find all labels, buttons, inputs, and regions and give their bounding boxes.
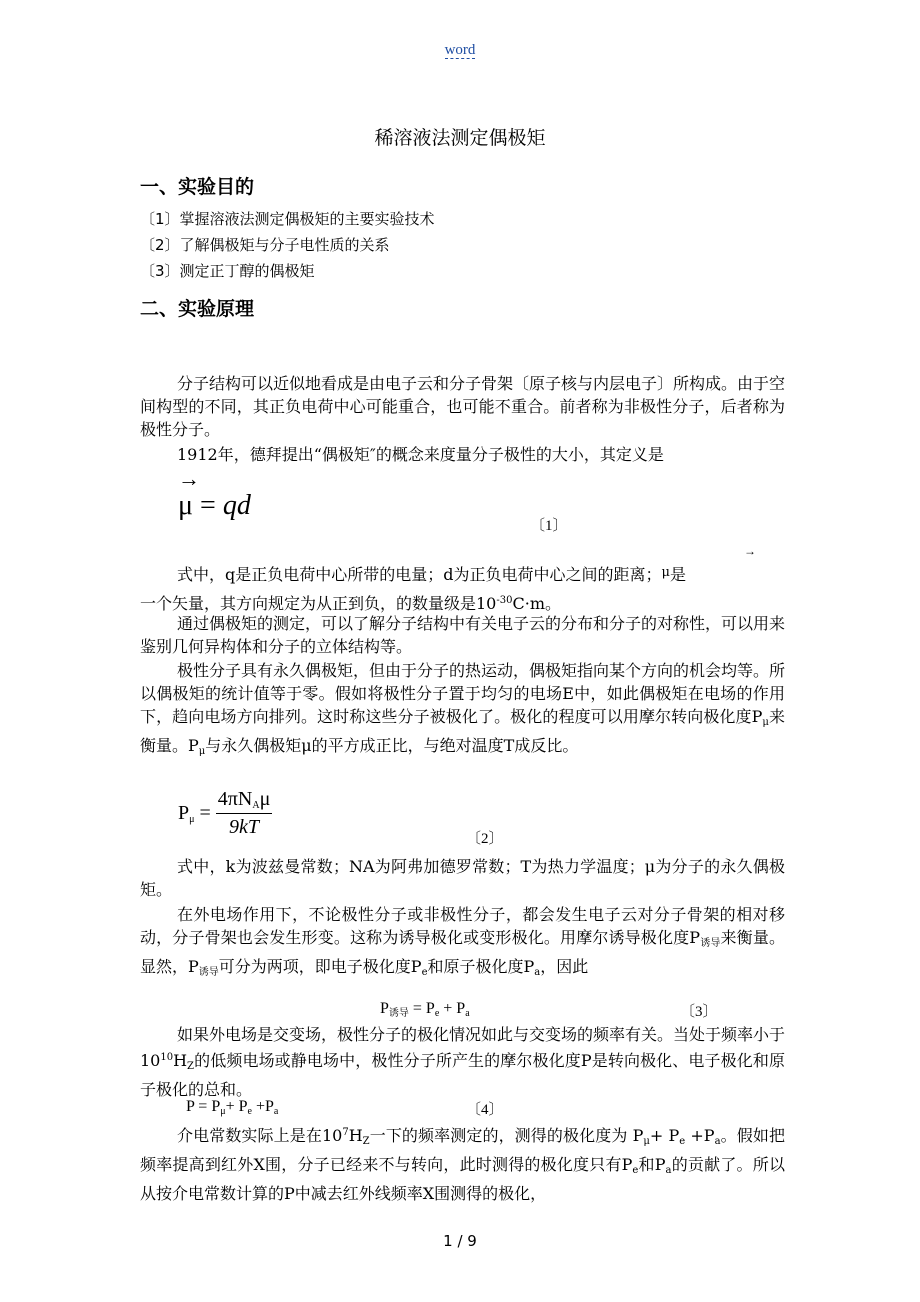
page-number: 1 / 9 [443,1232,477,1250]
header-link[interactable] [0,42,920,59]
p8-text-b: H [173,1051,188,1070]
section-heading-purpose: 一、实验目的 [140,176,255,198]
eq4-number: 〔4〕 [466,1102,504,1118]
eq1-lhs: μ [178,490,194,521]
eq3-mid: = P [408,1000,435,1017]
p9-sub-2: e [679,1136,686,1147]
paragraph-7 [140,903,785,984]
p9-text-c: 一下的频率测定的，测得的极化度为 P [369,1126,644,1145]
eq2-lhs-p: P [178,802,190,824]
p9-text-b: H [348,1126,363,1145]
p3-text-a: 式中，q是正负电荷中心所带的电量；d为正负电荷中心之间的距离； [177,565,662,584]
p9-sub-1: μ [643,1136,650,1147]
eq2-equals: = [194,802,216,824]
paragraph-2: 1912年，德拜提出“偶极矩″的概念来度量分子极性的大小，其定义是 [177,445,664,464]
eq3-plus: + P [439,1000,466,1017]
p8-sub: Z [187,1061,194,1072]
eq1-equals: = [193,490,223,521]
eq2-num-main: 4πN [217,788,253,810]
paragraph-4: 通过偶极矩的测定，可以了解分子结构中有关电子云的分布和分子的对称性，可以用来鉴别几何异构体和分子的立体结构等。 [140,614,786,656]
p9-exponent: 7 [342,1127,349,1138]
eq2-lhs [178,802,195,824]
paragraph-1: 分子结构可以近似地看成是由电子云和分子骨架〔原子核与内层电子〕所构成。由于空间构型的不同，其正负电荷中心可能重合，也可能不重合。前者称为非极性分子，后者称为极性分子。 [140,374,786,439]
p9-text-f: 。假如把频率提高到红外X围，分子已经来不与转向，此时测得的极化度只有P [140,1126,785,1174]
eq4-c: +P [251,1098,274,1115]
equation-3 [380,1000,470,1019]
paragraph-8 [140,1023,785,1101]
p5-text-b: 来衡量。P [140,707,785,755]
p9-sub-4: e [632,1165,639,1176]
purpose-item-2: 〔2〕了解偶极矩与分子电性质的关系 [140,236,390,254]
p3-arrow: → [744,544,756,558]
p9-sub-3: a [714,1136,721,1147]
p7-sub-1: 诱导 [700,938,721,949]
p9-text-e: +P [685,1126,715,1145]
p9-text-a: 介电常数实际上是在10 [177,1126,343,1145]
eq3-lhs: P [380,1000,389,1017]
p3-mu-symbol: μ [661,565,670,580]
p7-text-e: ，因此 [540,957,589,976]
equation-1 [178,490,251,522]
p3-text-c: 一个矢量，其方向规定为从正到负，的数量级是10 [140,594,497,613]
equation-4 [186,1098,278,1117]
p9-text-h: 的贡献了。所以从按介电常数计算的P中减去红外线频率X围测得的极化， [140,1155,785,1203]
paragraph-5 [140,659,785,763]
p9-text-g: 和P [638,1155,666,1174]
eq3-sub-1: e [434,1008,440,1019]
p7-text-c: 可分为两项，即电子极化度P [218,957,422,976]
p7-text-b: 来衡量。显然，P [140,928,785,976]
p3-text-b: 是 [669,565,686,584]
p7-sub-2: 诱导 [198,967,219,978]
equation-2 [178,788,272,839]
document-title: 稀溶液法测定偶极矩 [374,127,546,149]
eq2-lhs-sub: μ [189,814,195,825]
eq3-sub-2: a [465,1008,470,1019]
eq4-a: P = P [186,1098,221,1115]
p9-text-d: + P [649,1126,680,1145]
eq1-number: 〔1〕 [530,518,568,534]
eq4-sub-3: a [273,1106,279,1117]
paragraph-6: 式中，k为波兹曼常数；NA为阿弗加德罗常数；T为热力学温度；μ为分子的永久偶极矩。 [140,857,785,899]
p8-text-c: 的低频电场或静电场中，极性分子所产生的摩尔极化度P是转向极化、电子极化和原子极化的总和。 [140,1051,785,1099]
p7-sub-4: a [534,967,541,978]
eq2-num-sub: A [252,800,260,811]
eq2-number: 〔2〕 [466,831,504,847]
eq2-denominator: 9kT [229,816,260,838]
p9-sub-5: a [665,1165,672,1176]
eq3-lhs-sub: 诱导 [388,1008,409,1019]
paragraph-3-line-1 [177,562,686,585]
p9-sub: Z [362,1136,370,1147]
eq2-numerator [216,788,273,814]
p5-text-a: 极性分子具有永久偶极矩，但由于分子的热运动，偶极矩指向某个方向的机会均等。所以偶极矩的统计值等于零。假如将极性分子置于均匀的电场E中，如此偶极矩在电场的作用下，趋向电场方向排列。这时称这些分子被极化了。极化的程度可以用摩尔转向极化度P [140,661,786,726]
p3-text-d: C·m。 [512,594,561,613]
paragraph-9 [140,1121,785,1205]
eq4-b: + P [225,1098,248,1115]
p7-text-d: 和原子极化度P [427,957,535,976]
p8-text-a: 如果外电场是交变场，极性分子的极化情况如此与交变场的频率有关。当处于频率小于10 [140,1025,786,1070]
header-link-text[interactable]: word [444,42,476,58]
eq1-arrow: → [178,466,200,491]
p5-text-c: 与永久偶极矩μ的平方成正比，与绝对温度T成反比。 [205,736,579,755]
section-heading-principle: 二、实验原理 [140,298,255,320]
p8-exponent: 10 [160,1052,174,1063]
purpose-item-1: 〔1〕掌握溶液法测定偶极矩的主要实验技术 [140,210,435,228]
eq4-sub-2: e [247,1106,252,1117]
p3-exponent: -30 [496,595,513,606]
eq2-num-tail: μ [259,788,271,810]
p5-sub-1: μ [762,717,769,728]
eq1-rhs: qd [222,490,251,521]
purpose-item-3: 〔3〕测定正丁醇的偶极矩 [140,262,315,280]
eq2-fraction [216,788,273,839]
p7-sub-3: e [421,967,428,978]
p7-text-a: 在外电场作用下，不论极性分子或非极性分子，都会发生电子云对分子骨架的相对移动，分子骨架也会发生形变。这称为诱导极化或变形极化。用摩尔诱导极化度P [140,905,785,947]
p5-sub-2: μ [198,746,206,757]
eq3-number: 〔3〕 [680,1004,718,1020]
eq4-sub-1: μ [220,1106,226,1117]
